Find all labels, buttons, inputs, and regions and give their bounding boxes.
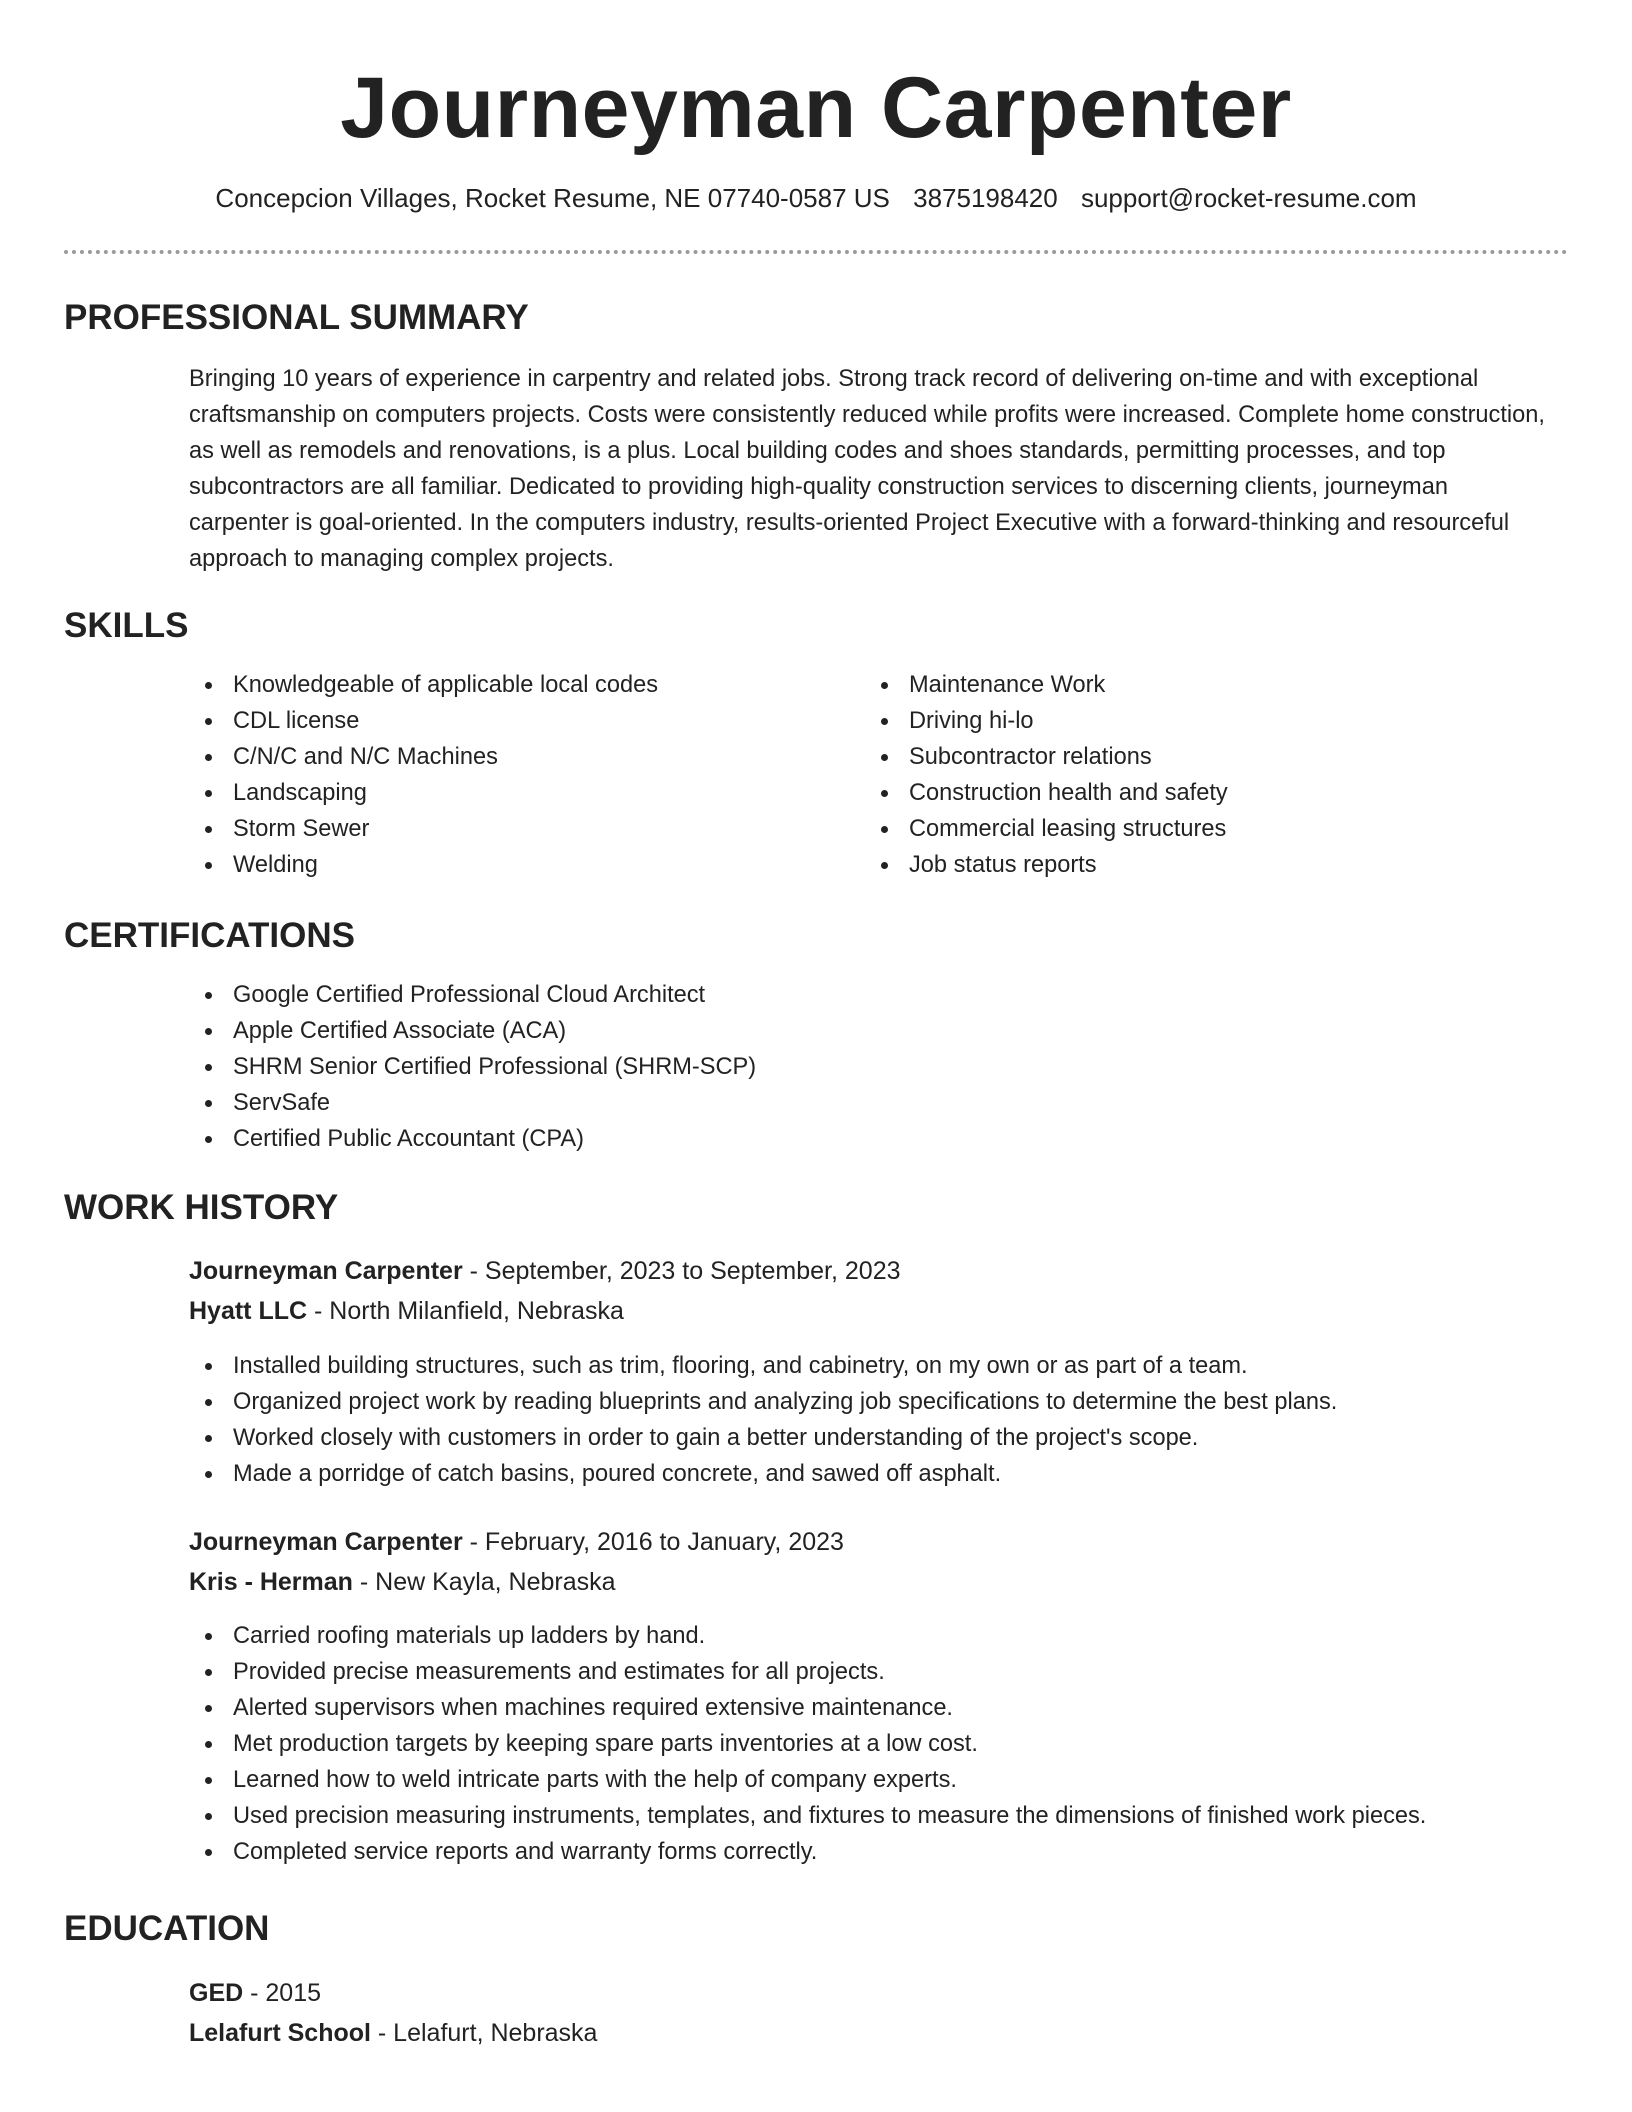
list-item: Google Certified Professional Cloud Architect (189, 977, 756, 1013)
education-degree-line (189, 1977, 321, 2009)
list-item: Met production targets by keeping spare parts inventories at a low cost. (189, 1726, 1426, 1762)
work-history-heading: WORK HISTORY (64, 1188, 339, 1227)
list-item: ServSafe (189, 1085, 756, 1121)
list-item: Maintenance Work (865, 667, 1228, 703)
address: Concepcion Villages, Rocket Resume, NE 07740-0587 US (215, 183, 890, 213)
job-title-line (189, 1526, 844, 1558)
list-item: Landscaping (189, 775, 658, 811)
list-item: Made a porridge of catch basins, poured concrete, and sawed off asphalt. (189, 1456, 1337, 1492)
list-item: CDL license (189, 703, 658, 739)
list-item: Storm Sewer (189, 811, 658, 847)
job-role: Journeyman Carpenter (189, 1528, 463, 1556)
school: Lelafurt School (189, 2019, 371, 2047)
list-item: Job status reports (865, 847, 1228, 883)
skills-heading: SKILLS (64, 606, 189, 645)
summary-text: Bringing 10 years of experience in carpentry and related jobs. Strong track record of delivering on-time and with exceptional craftsmanship on computers projects. Costs were consistently reduced while profits were increased. Complete home construction, as well as remodels and renovations, is a plus. Local building codes and shoes standards, permitting processes, and top subcontractors are all familiar. Dedicated to providing high-quality construction services to discerning clients, journeyman carpenter is goal-oriented. In the computers industry, results-oriented Project Executive with a forward-thinking and resourceful approach to managing complex projects. (189, 366, 1545, 572)
header-divider (64, 250, 1568, 254)
education-heading: EDUCATION (64, 1909, 270, 1948)
job-dates: - February, 2016 to January, 2023 (462, 1528, 844, 1556)
list-item: Used precision measuring instruments, templates, and fixtures to measure the dimensions of finished work pieces. (189, 1798, 1426, 1834)
list-item: Organized project work by reading blueprints and analyzing job specifications to determine the best plans. (189, 1384, 1337, 1420)
list-item: Carried roofing materials up ladders by hand. (189, 1618, 1426, 1654)
job-company-line (189, 1566, 616, 1598)
job-company: Hyatt LLC (189, 1297, 308, 1325)
list-item: Installed building structures, such as trim, flooring, and cabinetry, on my own or as part of a team. (189, 1348, 1337, 1384)
list-item: SHRM Senior Certified Professional (SHRM-SCP) (189, 1049, 756, 1085)
phone: 3875198420 (913, 183, 1058, 213)
job-title-line (189, 1255, 901, 1287)
list-item: Construction health and safety (865, 775, 1228, 811)
job-location: - North Milanfield, Nebraska (307, 1297, 624, 1325)
list-item: Learned how to weld intricate parts with the help of company experts. (189, 1762, 1426, 1798)
list-item: Completed service reports and warranty forms correctly. (189, 1834, 1426, 1870)
summary-heading: PROFESSIONAL SUMMARY (64, 298, 529, 337)
school-location: - Lelafurt, Nebraska (370, 2019, 598, 2047)
list-item: Apple Certified Associate (ACA) (189, 1013, 756, 1049)
skills-list-right (865, 667, 1228, 883)
degree: GED (189, 1979, 244, 2007)
job-location: - New Kayla, Nebraska (352, 1568, 616, 1596)
list-item: Subcontractor relations (865, 739, 1228, 775)
job-bullets (189, 1348, 1337, 1492)
certifications-list (189, 977, 756, 1157)
job-role: Journeyman Carpenter (189, 1257, 463, 1285)
job-dates: - September, 2023 to September, 2023 (462, 1257, 901, 1285)
email: support@rocket-resume.com (1080, 183, 1417, 213)
list-item: Worked closely with customers in order to gain a better understanding of the project's scope. (189, 1420, 1337, 1456)
education-school-line (189, 2017, 597, 2049)
list-item: Provided precise measurements and estimates for all projects. (189, 1654, 1426, 1690)
certifications-heading: CERTIFICATIONS (64, 916, 356, 955)
job-company: Kris - Herman (189, 1568, 353, 1596)
job-company-line (189, 1295, 624, 1327)
list-item: Commercial leasing structures (865, 811, 1228, 847)
degree-year: - 2015 (243, 1979, 322, 2007)
list-item: Welding (189, 847, 658, 883)
list-item: Certified Public Accountant (CPA) (189, 1121, 756, 1157)
list-item: Driving hi-lo (865, 703, 1228, 739)
candidate-name: Journeyman Carpenter (340, 60, 1292, 156)
list-item: Knowledgeable of applicable local codes (189, 667, 658, 703)
skills-list-left (189, 667, 658, 883)
list-item: Alerted supervisors when machines required extensive maintenance. (189, 1690, 1426, 1726)
contact-line (0, 182, 1632, 214)
list-item: C/N/C and N/C Machines (189, 739, 658, 775)
job-bullets (189, 1618, 1426, 1870)
